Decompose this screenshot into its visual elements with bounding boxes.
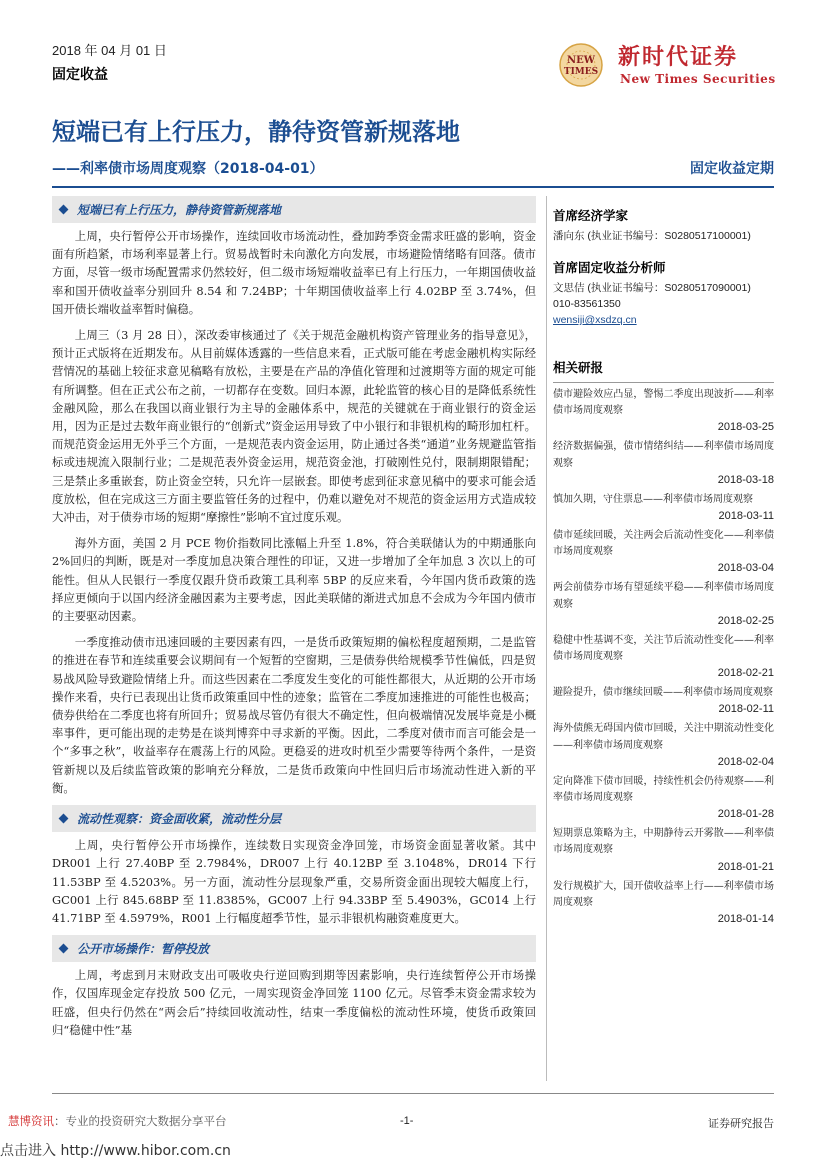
- related-report-item[interactable]: [553, 721, 774, 769]
- paragraph: 上周，央行暂停公开市场操作，连续数日实现资金净回笼，市场资金面显著收紧。其中 DR001 上行 27.40BP 至 2.7984%，DR007 上行 40.12BP 至 3.1048%，DR014 下行 11.53BP 至 4.5203%。另一方面，流动性分层现象严重，交易所资金面出现较大幅度上行，GC001 上行 845.68BP 至 11.8385%，GC007 上行 94.33BP 至 5.4903%，GC014 上行 41.71BP 至 4.5979%，R001 上行幅度超季节性，显示非银机构融资难度更大。: [52, 838, 536, 925]
- paragraph: 一季度推动债市迅速回暖的主要因素有四，一是货币政策短期的偏松程度超预期，二是监管的推进在春节和连续重要会议期间有一个短暂的空窗期，三是债券供给规模季节性偏低，四是贸易战风险导致避险情绪上升。而这些因素在二季度发生变化的可能性都很大，从近期的公开市场操作来看，央行已表现出让货币政策重回中性的迹象；监管在二季度加速推进的可能性也极高；债券供给在二季度也将有所回升；贸易战尽管仍有很大不确定性，但向极端情况发展毕竟是小概率事件，更可能出现的走势是在谈判博弈中寻求新的平衡。因此，二季度对债市而言可能会是一个“多事之秋”，收益率存在震荡上行的风险。更稳妥的进攻时机至少需要等待两个条件，一是资管新规以及后续监管政策的影响充分释放，二是货币政策向中性回归后市场流动性进入新的平衡。: [52, 635, 536, 795]
- related-report-date: 2018-03-11: [718, 510, 774, 523]
- paragraph: 海外方面，美国 2 月 PCE 物价指数同比涨幅上升至 1.8%，符合美联储认为的中期通胀向 2%回归的判断，既是对一季度加息决策合理性的印证，又进一步增加了全年加息 3 次以上的可能性。但从人民银行一季度仅跟升贷币政策工具利率 5BP 的反应来看，今年国内货币政策的选择应更倾向于以国内经济金融因素为主要考虑，因此美联储的渐进式加息不会成为今年国内债市的主要驱动因素。: [52, 536, 536, 624]
- logo-english-name: New Times Securities: [620, 72, 776, 86]
- paragraph: 上周，央行暂停公开市场操作，连续回收市场流动性，叠加跨季资金需求旺盛的影响，资金面有所趋紧，市场利率显著上行。贸易战暂时未向激化方向发展，市场避险情绪略有回落。债市方面，尽管一级市场配置需求仍然较好，但二级市场短端收益率已有上行压力，一年期国债收益率和国开债收益率分别回升 8.54 和 7.24BP；十年期国债收益率上行 4.02BP 至 3.74%，但国开债长端收益率暂时偏稳。: [52, 229, 536, 316]
- hibor-link[interactable]: 点击进入 http://www.hibor.com.cn: [0, 1143, 231, 1159]
- related-report-title: 短期票息策略为主，中期静待云开雾散——利率债市场周度观察: [553, 828, 774, 856]
- section-heading: [52, 196, 536, 223]
- paragraph: 上周三（3 月 28 日），深改委审核通过了《关于规范金融机构资产管理业务的指导意见》，预计正式版将在近期发布。从目前媒体透露的一些信息来看，正式版可能在考虑金融机构实际经营情况的基础上较征求意见稿略有放松，主要是在产品的净值化管理和过渡期等方面的规定可能有所调整。但在正式公布之前，一切都存在变数。回归本源，此轮监管的核心目的是降低系统性金融风险，那么在我国以商业银行为主导的金融体系中，规范的关键就在于商业银行的资金运用，因为正是过去数年商业银行的“创新式”资金运用导致了中小银行和非银机构的畸形加杠杆。而规范资金运用无外乎三个方面，一是规范表内资金运用，防止通过各类“通道”业务规避监管指标或违规流入限制行业；二是规范表外资金运用，规范资金池，打破刚性兑付，限制期限错配；三是禁止多重嵌套，防止资金空转，只允许一层嵌套。即使考虑到征求意见稿中的要求可能会适度放松，但在完成这三方面主要监管任务的过程中，仍难以避免对不规范的资金运用方式造成较大冲击，对于债券市场的短期“摩擦性”影响不宜过度乐观。: [52, 328, 536, 525]
- related-report-item[interactable]: [553, 387, 774, 435]
- logo-mark-bottom: TIMES: [563, 67, 599, 77]
- related-report-title: 海外债熊无碍国内债市回暖，关注中期流动性变化——利率债市场周度观察: [553, 723, 774, 751]
- analyst-name: 文思佶 (执业证书编号：S0280517090001): [553, 282, 751, 294]
- report-category: 固定收益: [52, 67, 108, 83]
- related-reports-heading: 相关研报: [553, 358, 774, 383]
- related-report-item[interactable]: [553, 492, 774, 524]
- related-report-title: 债市延续回暖，关注两会后流动性变化——利率债市场周度观察: [553, 530, 774, 558]
- watermark-brand: 慧博资讯: [8, 1114, 54, 1128]
- related-report-item[interactable]: [553, 439, 774, 487]
- page-subtitle: ——利率债市场周度观察（2018-04-01）: [52, 161, 324, 177]
- column-divider: [546, 196, 547, 1081]
- analyst-phone: 010-83561350: [553, 298, 621, 310]
- diamond-bullet-icon: [59, 814, 69, 824]
- related-report-date: 2018-02-04: [717, 755, 774, 768]
- related-report-item[interactable]: [553, 685, 774, 717]
- section-1: [52, 196, 536, 797]
- section-3: [52, 935, 536, 1039]
- report-date: 2018 年 04 月 01 日: [52, 43, 167, 58]
- section-heading-text: 流动性观察：资金面收紧，流动性分层: [77, 812, 282, 827]
- related-report-title: 定向降准下债市回暖，持续性机会仍待观察——利率债市场周度观察: [553, 775, 774, 804]
- section-2: [52, 805, 536, 927]
- related-report-item[interactable]: [553, 580, 774, 628]
- related-report-title: 稳健中性基调不变，关注节后流动性变化——利率债市场周度观察: [553, 634, 774, 663]
- related-report-title: 慎加久期，守住票息——利率债市场周度观察: [553, 493, 753, 505]
- diamond-bullet-icon: [59, 205, 69, 215]
- related-report-title: 经济数据偏强，债市情绪纠结——利率债市场周度观察: [553, 441, 774, 469]
- related-report-date: 2018-01-21: [717, 860, 774, 873]
- section-heading: [52, 805, 536, 832]
- sidebar: [553, 206, 774, 931]
- analyst-block: [553, 206, 774, 244]
- footer-label: 证券研究报告: [708, 1117, 774, 1130]
- related-report-date: 2018-03-25: [717, 421, 774, 434]
- watermark-text: ：专业的投资研究大数据分享平台: [54, 1114, 227, 1128]
- header-divider: [52, 186, 774, 188]
- related-report-date: 2018-01-14: [717, 913, 774, 926]
- related-report-item[interactable]: [553, 774, 774, 822]
- related-report-title: 发行规模扩大，国开债收益率上行——利率债市场周度观察: [553, 880, 774, 908]
- section-heading: [52, 935, 536, 962]
- related-report-title: 两会前债券市场有望延续平稳——利率债市场周度观察: [553, 582, 774, 610]
- logo-mark-top: NEW: [567, 55, 595, 66]
- related-reports-list: [553, 387, 774, 927]
- related-report-date: 2018-03-18: [717, 473, 774, 486]
- page-number: -1-: [400, 1115, 414, 1127]
- related-report-item[interactable]: [553, 633, 774, 681]
- analyst-email-link[interactable]: wensiji@xsdzq.cn: [553, 314, 637, 326]
- related-report-item[interactable]: [553, 826, 774, 874]
- diamond-bullet-icon: [59, 944, 69, 954]
- related-report-item[interactable]: [553, 879, 774, 927]
- analyst-role: 首席固定收益分析师: [553, 260, 666, 275]
- company-logo: [558, 40, 798, 96]
- related-report-date: 2018-02-21: [717, 667, 774, 680]
- related-report-date: 2018-03-04: [717, 562, 774, 575]
- section-heading-text: 短端已有上行压力，静待资管新规落地: [77, 203, 282, 217]
- related-report-title: 债市避险效应凸显，警惕二季度出现波折——利率债市场周度观察: [553, 389, 774, 417]
- report-type: 固定收益定期: [690, 161, 774, 177]
- analyst-role: 首席经济学家: [553, 208, 629, 223]
- analyst-name: 潘向东 (执业证书编号：S0280517100001): [553, 230, 751, 242]
- footer-watermark: [8, 1113, 227, 1129]
- section-heading-text: 公开市场操作：暂停投放: [77, 942, 210, 957]
- main-content: [52, 196, 536, 1039]
- logo-chinese-name: 新时代证券: [618, 44, 739, 70]
- related-report-title: 避险提升，债市继续回暖——利率债市场周度观察: [553, 687, 773, 699]
- related-report-date: 2018-02-25: [717, 614, 774, 627]
- related-report-item[interactable]: [553, 528, 774, 576]
- logo-mark-icon: [558, 42, 604, 88]
- paragraph: 上周，考虑到月末财政支出可吸收央行逆回购到期等因素影响，央行连续暂停公开市场操作，仅国库现金定存投放 500 亿元，一周实现资金净回笼 1100 亿元。尽管季末资金需求较为旺盛，但央行仍然在“两会后”持续回收流动性，结束一季度偏松的流动性环境，使货币政策回归“稳健中性”基: [52, 968, 536, 1037]
- related-report-date: 2018-01-28: [717, 808, 774, 821]
- related-report-date: 2018-02-11: [718, 703, 774, 716]
- footer-divider: [52, 1093, 774, 1094]
- analyst-block: [553, 258, 774, 328]
- page-title: 短端已有上行压力，静待资管新规落地: [52, 118, 460, 146]
